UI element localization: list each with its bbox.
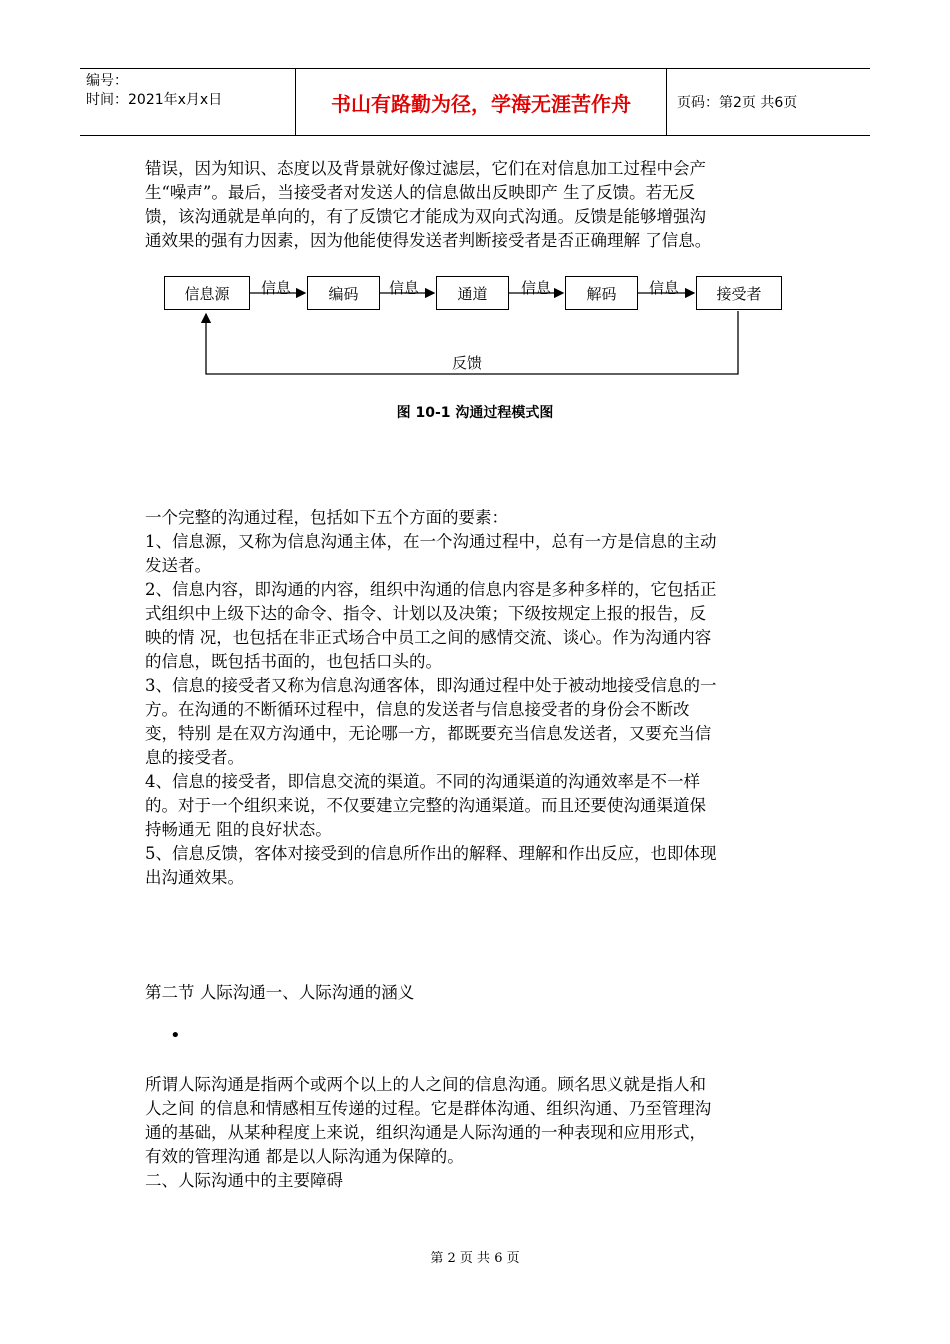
text-line: 馈，该沟通就是单向的，有了反馈它才能成为双向式沟通。反馈是能够增强沟 <box>145 207 706 226</box>
text-line: 人之间 的信息和情感相互传递的过程。它是群体沟通、组织沟通、乃至管理沟 <box>145 1099 712 1118</box>
text-line: 出沟通效果。 <box>145 868 244 887</box>
text-line: 生“噪声”。最后，当接受者对发送人的信息做出反映即产 生了反馈。若无反 <box>145 183 696 202</box>
box-receiver: 接受者 <box>696 276 782 310</box>
communication-process-diagram <box>155 268 795 388</box>
text-line: 二、人际沟通中的主要障碍 <box>145 1171 343 1190</box>
text-line: 式组织中上级下达的命令、指令、计划以及决策；下级按规定上报的报告，反 <box>145 604 706 623</box>
interpersonal-paragraph <box>145 1073 825 1193</box>
box-encoding: 编码 <box>307 276 380 310</box>
arrow-label-1: 信息 <box>261 279 292 297</box>
text-line: 一个完整的沟通过程，包括如下五个方面的要素： <box>145 508 508 527</box>
bullet-point: • <box>170 1025 181 1046</box>
text-line: 持畅通无 阻的良好状态。 <box>145 820 332 839</box>
text-line: 有效的管理沟通 都是以人际沟通为保障的。 <box>145 1147 464 1166</box>
text-line: 1、信息源，又称为信息沟通主体，在一个沟通过程中，总有一方是信息的主动 <box>145 532 717 551</box>
arrow-label-4: 信息 <box>649 279 680 297</box>
page-header <box>80 68 870 136</box>
box-channel: 通道 <box>436 276 509 310</box>
text-line: 5、信息反馈，客体对接受到的信息所作出的解释、理解和作出反应，也即体现 <box>145 844 717 863</box>
text-line: 通的基础，从某种程度上来说，组织沟通是人际沟通的一种表现和应用形式， <box>145 1123 706 1142</box>
feedback-label: 反馈 <box>452 354 483 372</box>
text-line: 发送者。 <box>145 556 211 575</box>
header-motto: 书山有路勤为径，学海无涯苦作舟 <box>296 69 667 135</box>
text-line: 所谓人际沟通是指两个或两个以上的人之间的信息沟通。顾名思义就是指人和 <box>145 1075 706 1094</box>
text-line: 错误，因为知识、态度以及背景就好像过滤层，它们在对信息加工过程中会产 <box>145 159 706 178</box>
text-line: 的。对于一个组织来说，不仅要建立完整的沟通渠道。而且还要使沟通渠道保 <box>145 796 706 815</box>
text-line: 2、信息内容，即沟通的内容，组织中沟通的信息内容是多种多样的，它包括正 <box>145 580 717 599</box>
time-label: 时间：2021年x月x日 <box>86 92 223 108</box>
section-heading: 第二节 人际沟通一、人际沟通的涵义 <box>145 983 415 1002</box>
text-line: 方。在沟通的不断循环过程中，信息的发送者与信息接受者的身份会不断改 <box>145 700 690 719</box>
page-footer: 第 2 页 共 6 页 <box>430 1251 520 1266</box>
text-line: 映的情 况，也包括在非正式场合中员工之间的感情交流、谈心。作为沟通内容 <box>145 628 712 647</box>
text-line: 3、信息的接受者又称为信息沟通客体，即沟通过程中处于被动地接受信息的一 <box>145 676 717 695</box>
elements-section <box>145 506 825 890</box>
text-line: 通效果的强有力因素，因为他能使得发送者判断接受者是否正确理解 了信息。 <box>145 231 712 250</box>
text-line: 的信息，既包括书面的，也包括口头的。 <box>145 652 442 671</box>
arrow-label-2: 信息 <box>389 279 420 297</box>
text-line: 变，特别 是在双方沟通中，无论哪一方，都既要充当信息发送者，又要充当信 <box>145 724 712 743</box>
intro-paragraph <box>145 157 825 253</box>
header-meta <box>80 69 296 135</box>
box-decoding: 解码 <box>565 276 638 310</box>
header-page-number: 页码：第2页 共6页 <box>677 95 798 111</box>
text-line: 息的接受者。 <box>145 748 244 767</box>
text-line: 4、信息的接受者，即信息交流的渠道。不同的沟通渠道的沟通效率是不一样 <box>145 772 700 791</box>
number-label: 编号： <box>86 73 128 89</box>
arrow-label-3: 信息 <box>521 279 552 297</box>
figure-caption: 图 10-1 沟通过程模式图 <box>396 405 554 421</box>
box-source: 信息源 <box>164 276 250 310</box>
